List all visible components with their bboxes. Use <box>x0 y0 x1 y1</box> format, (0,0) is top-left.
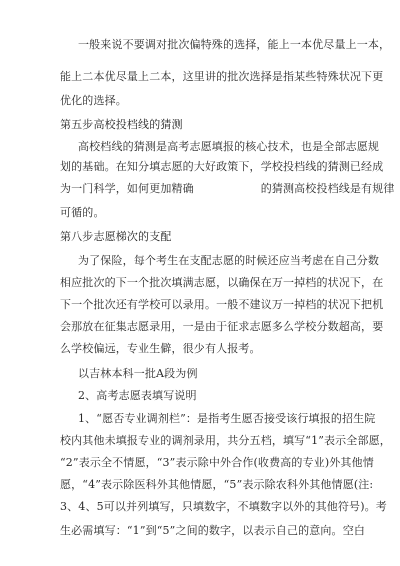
paragraph-line: 愿，“4”表示除医科外其他情愿，“5”表示除农科外其他情愿(注: <box>60 478 374 491</box>
paragraph-line: 么学校偏远，专业生僻，很少有人报考。 <box>60 342 261 355</box>
example-caption: 以吉林本科一批A段为例 <box>78 367 198 380</box>
paragraph-line: 能上二本优尽量上二本，这里讲的批次选择是指某些特殊状况下更 <box>60 70 384 83</box>
paragraph-line: 优化的选择。 <box>60 94 127 107</box>
paragraph-line: 一般来说不要调对批次偏特殊的选择，能上一本优尽量上一本， <box>78 38 391 51</box>
section-heading: 第五步高校投档线的猜测 <box>60 118 183 131</box>
paragraph-line: 相应批次的下一个批次填满志愿，以确保在万一掉档的状况下，在 <box>60 276 384 289</box>
paragraph-line: 生必需填写：“1”到“5”之间的数字，以表示自己的意向。空白 <box>60 524 365 537</box>
paragraph-line: 划的基础。在知分填志愿的大好政策下，学校投档线的猜测已经成 <box>60 160 384 173</box>
paragraph-line: 为一门科学，如何更加精确 的猜测高校投档线是有规律 <box>60 182 395 195</box>
paragraph-line: 下一个批次还有学校可以录用。一般不建议万一掉档的状况下把机 <box>60 298 384 311</box>
subsection-heading: 2、高考志愿表填写说明 <box>78 389 197 402</box>
paragraph-line: 3、4、5可以并列填写，只填数字，不填数字以外的其他符号)。考 <box>60 500 387 513</box>
section-heading: 第八步志愿梯次的支配 <box>60 230 172 243</box>
paragraph-line: 1、“愿否专业调剂栏”：是指考生愿否接受该行填报的招生院 <box>78 412 376 425</box>
paragraph-line: 高校档线的猜测是高考志愿填报的核心技术，也是全部志愿规 <box>78 140 380 153</box>
paragraph-line: 为了保险，每个考生在支配志愿的时候还应当考虑在自己分数 <box>78 254 380 267</box>
paragraph-line: 可循的。 <box>60 206 105 219</box>
paragraph-line: 会那放在征集志愿录用，一是由于征求志愿多么学校分数超高，要 <box>60 320 384 333</box>
paragraph-line: 校内其他未填报专业的调剂录用，共分五档，填写“1”表示全部愿， <box>60 434 391 447</box>
paragraph-line: “2”表示全不情愿，“3”表示除中外合作(收费高的专业)外其他情 <box>60 456 374 469</box>
